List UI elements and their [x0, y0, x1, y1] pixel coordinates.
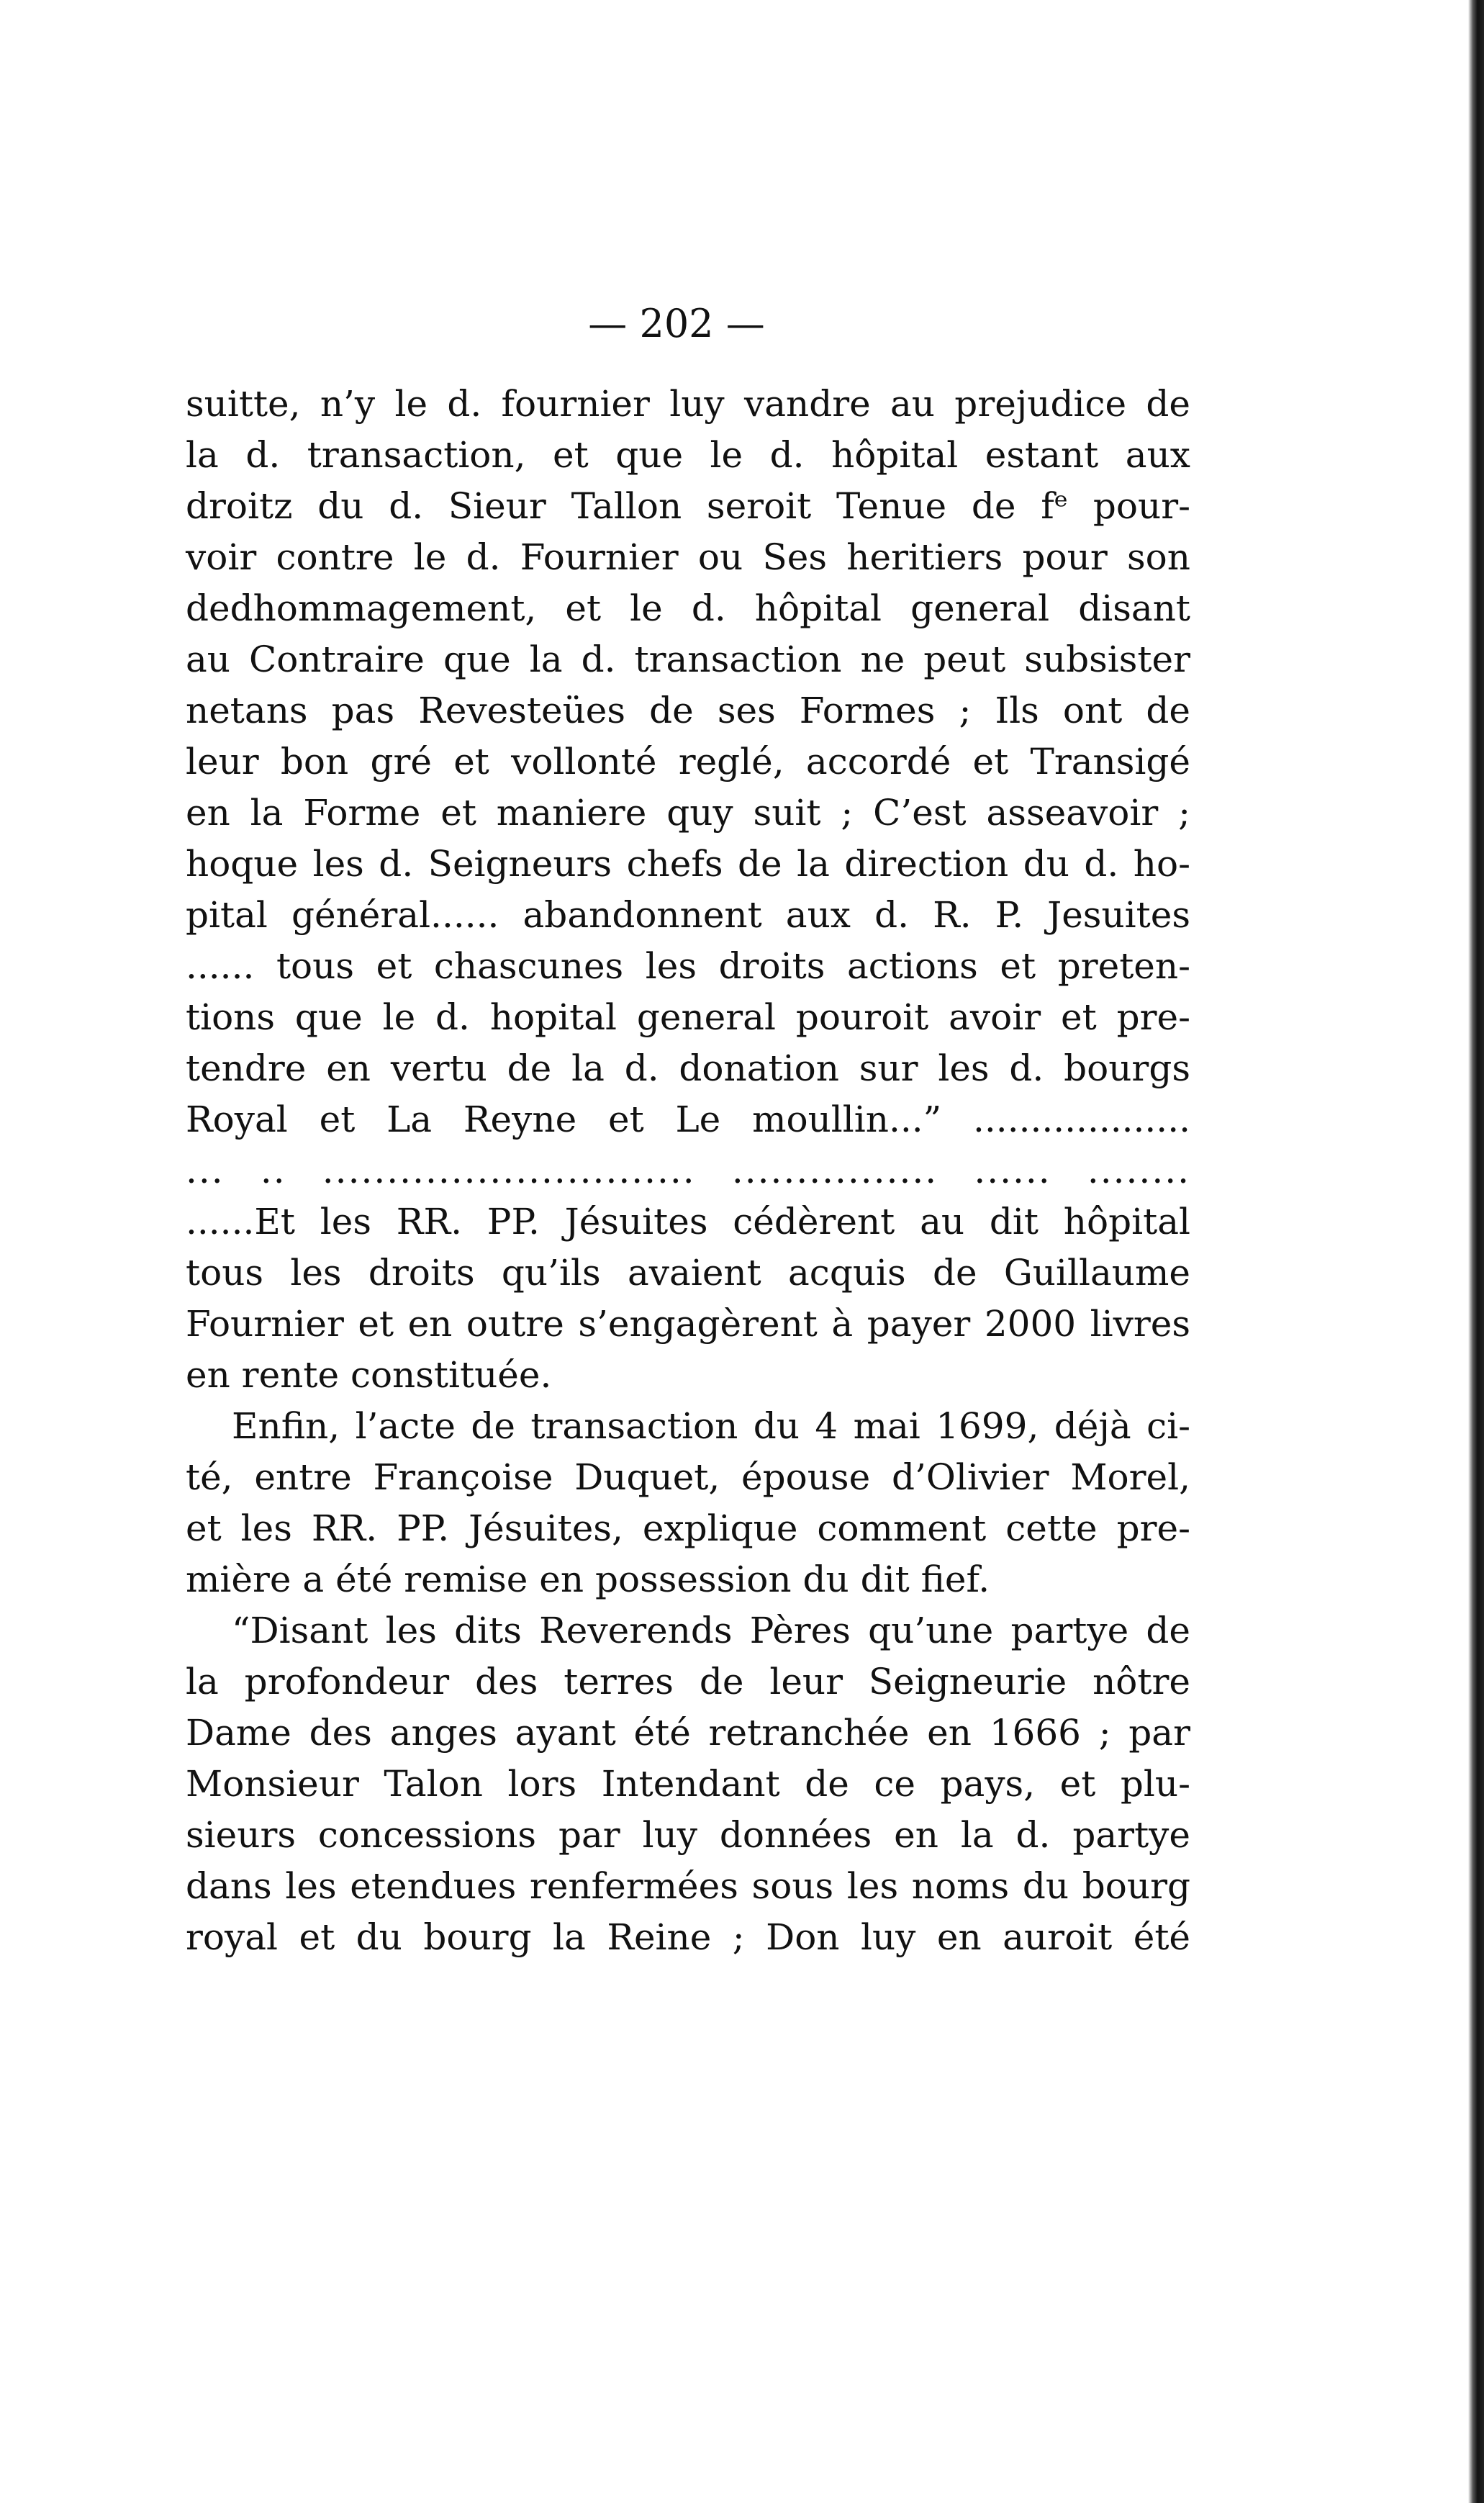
text-line: Monsieur Talon lors Intendant de ce pays, et plu-: [186, 1763, 1190, 1805]
text-line: en la Forme et maniere quy suit ; C’est asseavoir ;: [186, 792, 1190, 834]
text-line: tendre en vertu de la d. donation sur les d. bourgs: [186, 1047, 1190, 1089]
text-line: mière a été remise en possession du dit fief.: [186, 1559, 990, 1600]
text-line: dans les etendues renfermées sous les noms du bourg: [186, 1865, 1190, 1907]
text-line: netans pas Revesteües de ses Formes ; Ils ont de: [186, 690, 1190, 731]
text-line: Royal et La Reyne et Le moullin...” ...................: [186, 1099, 1190, 1140]
text-line: tous les droits qu’ils avaient acquis de Guillaume: [186, 1252, 1190, 1294]
text-line: pital général...... abandonnent aux d. R. P. Jesuites: [186, 894, 1190, 936]
text-line: té, entre Françoise Duquet, épouse d’Olivier Morel,: [186, 1456, 1190, 1498]
text-line: leur bon gré et vollonté reglé, accordé et Transigé: [186, 741, 1190, 783]
text-line: ...... tous et chascunes les droits actions et preten-: [186, 945, 1190, 987]
text-line: Dame des anges ayant été retranchée en 1666 ; par: [186, 1712, 1190, 1754]
text-line: droitz du d. Sieur Tallon seroit Tenue de fᵉ pour-: [186, 485, 1190, 527]
text-line: et les RR. PP. Jésuites, explique comment cette pre-: [186, 1507, 1190, 1549]
text-line: Enfin, l’acte de transaction du 4 mai 1699, déjà ci-: [232, 1405, 1190, 1447]
text-line: “Disant les dits Reverends Pères qu’une partye de: [232, 1610, 1190, 1651]
binding-edge: [1468, 0, 1484, 2503]
text-line: ......Et les RR. PP. Jésuites cédèrent au dit hôpital: [186, 1201, 1190, 1243]
text-line: royal et du bourg la Reine ; Don luy en auroit été: [186, 1916, 1190, 1958]
text-line: la d. transaction, et que le d. hôpital estant aux: [186, 434, 1190, 476]
text-line: au Contraire que la d. transaction ne peut subsister: [186, 639, 1190, 680]
text-line: hoque les d. Seigneurs chefs de la direction du d. ho-: [186, 843, 1190, 885]
ellipsis-line: ... .. ............................. ................ ...... ........: [186, 1150, 1190, 1191]
body-text: [186, 379, 1190, 1963]
text-line: en rente constituée.: [186, 1354, 552, 1396]
text-line: suitte, n’y le d. fournier luy vandre au prejudice de: [186, 383, 1190, 425]
text-line: la profondeur des terres de leur Seigneurie nôtre: [186, 1661, 1190, 1703]
page-number: — 202 —: [588, 301, 765, 346]
text-line: dedhommagement, et le d. hôpital general disant: [186, 587, 1190, 629]
text-line: voir contre le d. Fournier ou Ses heritiers pour son: [186, 536, 1190, 578]
text-line: tions que le d. hopital general pouroit avoir et pre-: [186, 996, 1190, 1038]
text-line: Fournier et en outre s’engagèrent à payer 2000 livres: [186, 1303, 1190, 1345]
text-line: sieurs concessions par luy données en la d. partye: [186, 1814, 1190, 1856]
